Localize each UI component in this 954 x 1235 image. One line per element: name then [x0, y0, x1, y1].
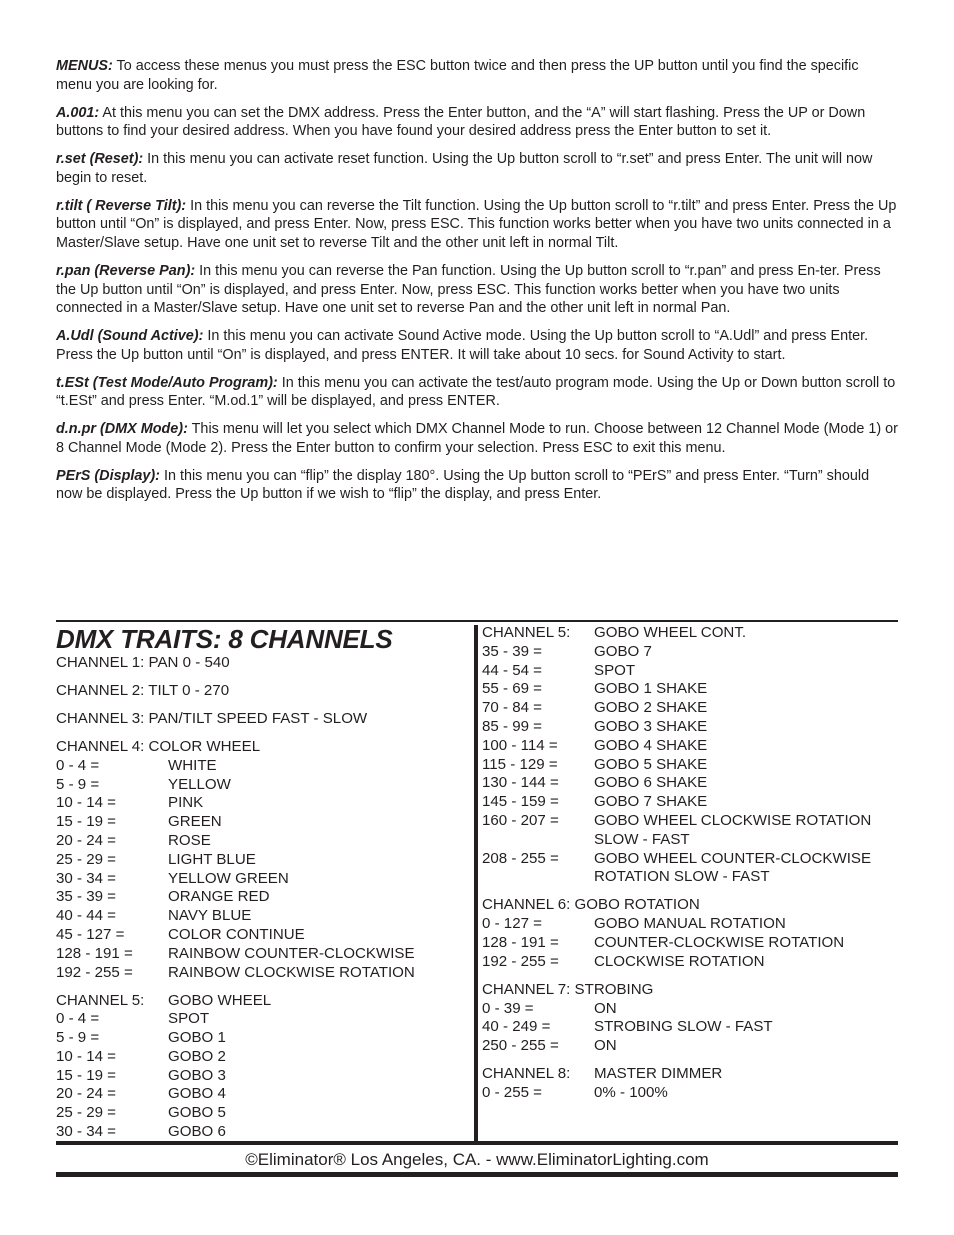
dmx-function: COLOR CONTINUE	[168, 925, 305, 943]
dmx-function: GOBO 1	[168, 1029, 226, 1047]
dmx-function: PINK	[168, 794, 204, 812]
dmx-function: SPOT	[168, 1010, 210, 1028]
menu-description: To access these menus you must press the ESC button twice and then press the UP button until you find the specific menu you are looking for.	[56, 58, 859, 93]
dmx-range: CHANNEL 8:	[482, 1065, 571, 1083]
dmx-range: 40 - 44 =	[56, 907, 116, 925]
menu-term: PErS (Display):	[56, 467, 160, 484]
channel-row	[482, 1065, 898, 1084]
channel-row	[56, 945, 470, 964]
menu-paragraph	[56, 262, 898, 318]
channel-row	[482, 643, 898, 662]
dmx-range: 25 - 29 =	[56, 850, 116, 868]
dmx-range: 130 - 144 =	[482, 774, 559, 792]
dmx-range: 0 - 4 =	[56, 756, 100, 774]
menu-paragraph	[56, 57, 898, 94]
channel-header: CHANNEL 4: COLOR WHEEL	[56, 737, 261, 755]
dmx-table-right-column	[482, 624, 898, 1112]
channel-header: CHANNEL 2: TILT 0 - 270	[56, 681, 230, 699]
dmx-range: 45 - 127 =	[56, 925, 125, 943]
channel-row	[56, 926, 470, 945]
dmx-function: ROSE	[168, 831, 211, 849]
dmx-range: 15 - 19 =	[56, 813, 116, 831]
channel-block	[482, 981, 898, 1056]
menu-description: In this menu you can reverse the Tilt function. Using the Up button scroll to “r.tilt” and press Enter. Press the Up button until “On” is displayed, and press Enter. Now, press ESC. This function works better when you have two units connected in a Master/Slave setup. Have one unit set to reverse Tilt and the other unit left in normal Tilt.	[56, 197, 897, 251]
channel-row	[56, 832, 470, 851]
dmx-function: GOBO 5	[168, 1104, 226, 1122]
dmx-function: GOBO WHEEL COUNTER-CLOCKWISE ROTATION SLOW - FAST	[594, 849, 872, 886]
dmx-range: 10 - 14 =	[56, 794, 116, 812]
menu-term: r.set (Reset):	[56, 151, 144, 168]
dmx-function: GOBO WHEEL	[168, 991, 272, 1009]
channel-row	[482, 1037, 898, 1056]
menu-paragraph	[56, 327, 898, 364]
dmx-range: CHANNEL 5:	[56, 991, 145, 1009]
dmx-range: 70 - 84 =	[482, 699, 542, 717]
channel-row	[482, 662, 898, 681]
menu-paragraph	[56, 197, 898, 253]
dmx-range: 145 - 159 =	[482, 793, 559, 811]
channel-row	[56, 870, 470, 889]
channel-row	[482, 915, 898, 934]
dmx-function: ON	[594, 999, 617, 1017]
channel-block	[56, 710, 470, 729]
menu-term: r.pan (Reverse Pan):	[56, 262, 196, 279]
dmx-function: GOBO 4	[168, 1085, 226, 1103]
dmx-table-title: DMX TRAITS: 8 CHANNELS	[56, 624, 393, 654]
dmx-range: 35 - 39 =	[56, 888, 116, 906]
table-bottom-rule	[56, 1141, 898, 1145]
channel-row	[56, 1104, 470, 1123]
channel-row	[482, 737, 898, 756]
dmx-range: 44 - 54 =	[482, 661, 542, 679]
channel-row	[482, 718, 898, 737]
dmx-function: GOBO 3	[168, 1066, 226, 1084]
menu-term: d.n.pr (DMX Mode):	[56, 421, 188, 438]
channel-row	[56, 888, 470, 907]
menu-description: In this menu you can activate reset function. Using the Up button scroll to “r.set” and press Enter. The unit will now begin to reset.	[56, 151, 873, 186]
dmx-function: MASTER DIMMER	[594, 1065, 723, 1083]
menu-term: r.tilt ( Reverse Tilt):	[56, 197, 187, 214]
dmx-function: ON	[594, 1037, 617, 1055]
channel-row	[482, 793, 898, 812]
channel-row	[482, 699, 898, 718]
channel-row	[56, 851, 470, 870]
channel-row	[482, 953, 898, 972]
dmx-range: 115 - 129 =	[482, 755, 558, 773]
channel-row	[56, 1123, 470, 1142]
dmx-range: 208 - 255 =	[482, 849, 559, 867]
dmx-range: 0 - 127 =	[482, 915, 542, 933]
dmx-range: 128 - 191 =	[56, 944, 133, 962]
channel-row	[482, 774, 898, 793]
dmx-function: GOBO 2	[168, 1047, 226, 1065]
dmx-function: GOBO 6	[168, 1123, 226, 1141]
channel-row	[56, 992, 470, 1011]
dmx-function: LIGHT BLUE	[168, 850, 256, 868]
dmx-function: 0% - 100%	[594, 1083, 668, 1101]
channel-row	[482, 850, 898, 888]
dmx-function: GOBO WHEEL CONT.	[594, 624, 747, 641]
channel-row	[482, 1084, 898, 1103]
channel-row	[56, 1085, 470, 1104]
channel-row	[56, 1029, 470, 1048]
dmx-function: GREEN	[168, 813, 222, 831]
channel-block	[482, 624, 898, 887]
dmx-function: GOBO 2 SHAKE	[594, 699, 708, 717]
channel-row	[56, 1010, 470, 1029]
dmx-range: 85 - 99 =	[482, 717, 542, 735]
dmx-function: CLOCKWISE ROTATION	[594, 952, 765, 970]
dmx-function: COUNTER-CLOCKWISE ROTATION	[594, 933, 845, 951]
channel-row	[56, 964, 470, 983]
channel-block	[56, 682, 470, 701]
menu-term: MENUS:	[56, 58, 113, 74]
menu-description: In this menu you can activate Sound Active mode. Using the Up button scroll to “A.Udl” and press Enter. Press the Up button until “On” is displayed, and press ENTER. It will take about 10 secs. for Sound Activity to start.	[56, 328, 869, 363]
channel-row	[56, 1048, 470, 1067]
dmx-function: YELLOW	[168, 775, 231, 793]
dmx-range: 0 - 39 =	[482, 999, 534, 1017]
dmx-range: 250 - 255 =	[482, 1037, 559, 1055]
channel-row	[482, 680, 898, 699]
dmx-range: 192 - 255 =	[56, 963, 133, 981]
dmx-function: GOBO 6 SHAKE	[594, 774, 708, 792]
channel-row	[56, 776, 470, 795]
menu-description: In this menu you can activate the test/auto program mode. Using the Up or Down button scroll to “t.ESt” and press Enter. “M.od.1” will be displayed, and press ENTER.	[56, 374, 896, 410]
dmx-function: ORANGE RED	[168, 888, 270, 906]
dmx-range: 15 - 19 =	[56, 1066, 116, 1084]
dmx-range: 30 - 34 =	[56, 869, 116, 887]
channel-row	[56, 813, 470, 832]
menu-term: A.001:	[56, 104, 100, 121]
channel-header: CHANNEL 1: PAN 0 - 540	[56, 654, 230, 671]
channel-row	[56, 907, 470, 926]
channel-row	[482, 624, 898, 643]
menu-description: At this menu you can set the DMX address. Press the Enter button, and the “A” will start flashing. Press the UP or Down buttons to find your desired address. When you have found your desired address press the Enter button to set it.	[56, 104, 866, 140]
dmx-function: GOBO 3 SHAKE	[594, 717, 708, 735]
dmx-function: RAINBOW CLOCKWISE ROTATION	[168, 963, 415, 981]
menu-paragraph	[56, 467, 898, 504]
dmx-function: NAVY BLUE	[168, 907, 252, 925]
dmx-range: 20 - 24 =	[56, 831, 116, 849]
menu-descriptions	[56, 57, 898, 513]
page-footer: ©Eliminator® Los Angeles, CA. - www.EliminatorLighting.com	[245, 1150, 709, 1169]
menu-paragraph	[56, 374, 898, 411]
dmx-range: 25 - 29 =	[56, 1104, 116, 1122]
dmx-range: 10 - 14 =	[56, 1047, 116, 1065]
dmx-function: RAINBOW COUNTER-CLOCKWISE	[168, 944, 415, 962]
dmx-range: 0 - 4 =	[56, 1010, 100, 1028]
dmx-function: WHITE	[168, 756, 217, 774]
dmx-function: GOBO 7 SHAKE	[594, 793, 708, 811]
menu-term: t.ESt (Test Mode/Auto Program):	[56, 374, 278, 391]
channel-row	[56, 757, 470, 776]
dmx-range: 192 - 255 =	[482, 952, 559, 970]
menu-description: In this menu you can “flip” the display 180°. Using the Up button scroll to “PErS” and press Enter. “Turn” should now be displayed. Press the Up button if we wish to “flip” the display, and press Enter.	[56, 467, 870, 503]
dmx-range: 55 - 69 =	[482, 680, 542, 698]
channel-row	[482, 756, 898, 775]
dmx-function: GOBO 7	[594, 642, 652, 660]
dmx-range: 160 - 207 =	[482, 811, 559, 829]
dmx-function: GOBO 1 SHAKE	[594, 680, 708, 698]
channel-header: CHANNEL 7: STROBING	[482, 980, 654, 998]
dmx-range: 35 - 39 =	[482, 642, 542, 660]
dmx-range: CHANNEL 5:	[482, 624, 571, 641]
dmx-function: YELLOW GREEN	[168, 869, 289, 887]
channel-row	[56, 794, 470, 813]
footer-bar	[56, 1172, 898, 1177]
dmx-range: 30 - 34 =	[56, 1123, 116, 1141]
column-divider	[474, 625, 478, 1143]
dmx-range: 40 - 249 =	[482, 1018, 551, 1036]
dmx-range: 100 - 114 =	[482, 736, 558, 754]
channel-block	[56, 992, 470, 1142]
channel-row	[482, 812, 898, 850]
dmx-function: GOBO 5 SHAKE	[594, 755, 708, 773]
channel-block	[482, 1065, 898, 1103]
dmx-traits-table	[56, 620, 898, 1144]
channel-header: CHANNEL 6: GOBO ROTATION	[482, 896, 700, 914]
channel-block	[56, 654, 470, 673]
dmx-table-left-column	[56, 624, 470, 1151]
channel-row	[482, 1018, 898, 1037]
menu-term: A.Udl (Sound Active):	[56, 328, 204, 345]
menu-description: In this menu you can reverse the Pan function. Using the Up button scroll to “r.pan” and press En-ter. Press the Up button until “On” is displayed, and press Enter. Now, press ESC. This function works better when you have two units connected in a Master/Slave setup. Have one unit set to reverse Pan and the other unit left in normal Pan.	[56, 262, 881, 317]
channel-block	[56, 738, 470, 982]
dmx-function: SPOT	[594, 661, 636, 679]
dmx-function: GOBO WHEEL CLOCKWISE ROTATION SLOW - FAST	[594, 811, 872, 848]
dmx-function: GOBO 4 SHAKE	[594, 736, 708, 754]
dmx-function: GOBO MANUAL ROTATION	[594, 915, 786, 933]
channel-row	[56, 1067, 470, 1086]
dmx-range: 5 - 9 =	[56, 775, 100, 793]
dmx-range: 20 - 24 =	[56, 1085, 116, 1103]
menu-paragraph	[56, 420, 898, 457]
channel-block	[482, 896, 898, 971]
menu-paragraph	[56, 150, 898, 187]
menu-description: This menu will let you select which DMX Channel Mode to run. Choose between 12 Channel Mode (Mode 1) or 8 Channel Mode (Mode 2). Press the Enter button to confirm your selection. Press ESC to exit this menu.	[56, 421, 898, 456]
channel-row	[482, 934, 898, 953]
channel-row	[482, 1000, 898, 1019]
menu-paragraph	[56, 104, 898, 141]
dmx-range: 5 - 9 =	[56, 1029, 100, 1047]
dmx-range: 128 - 191 =	[482, 933, 559, 951]
dmx-range: 0 - 255 =	[482, 1083, 542, 1101]
dmx-function: STROBING SLOW - FAST	[594, 1018, 773, 1036]
channel-header: CHANNEL 3: PAN/TILT SPEED FAST - SLOW	[56, 709, 368, 727]
